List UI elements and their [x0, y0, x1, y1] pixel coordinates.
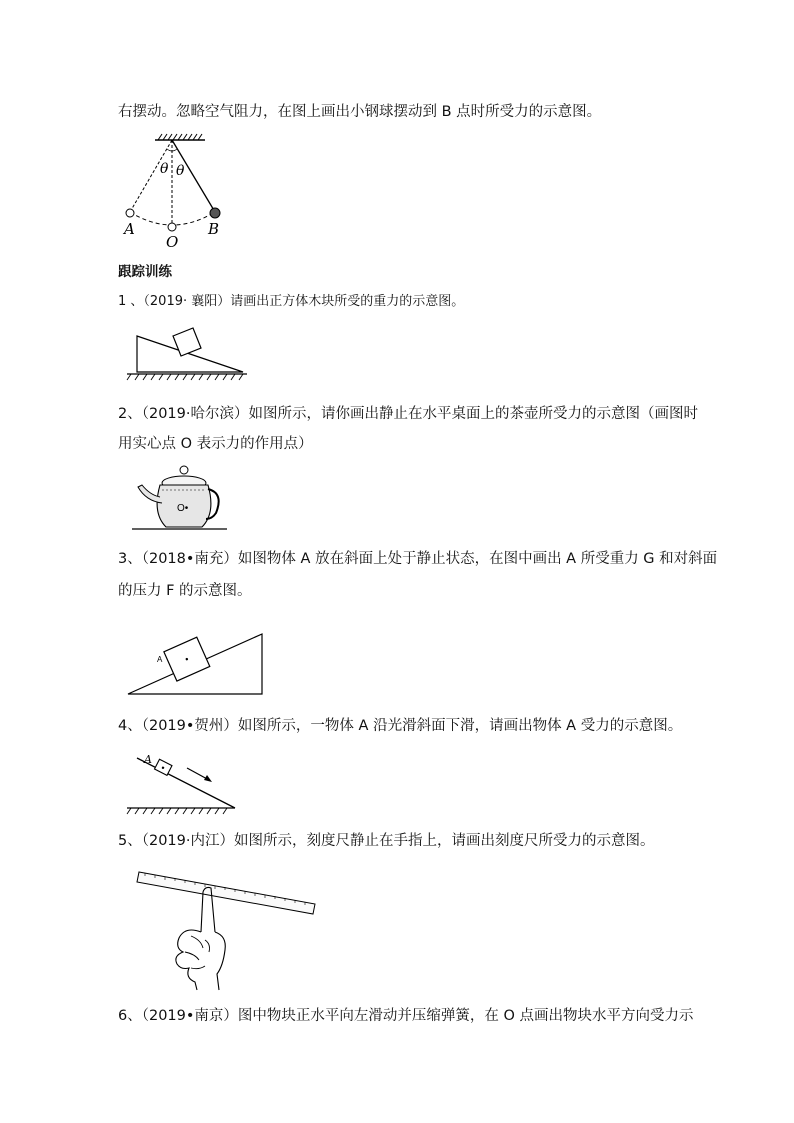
ruler-on-finger-figure — [135, 866, 320, 991]
question-5-text: 5、（2019·内江）如图所示，刻度尺静止在手指上，请画出刻度尺所受力的示意图。 — [118, 833, 655, 849]
object-a-label: A — [157, 655, 163, 664]
section-title: 跟踪训练 — [118, 264, 172, 280]
incline-object-a-figure — [126, 618, 266, 696]
question-3-text-line2: 的压力 F 的示意图。 — [118, 583, 252, 599]
point-b-label: B — [208, 220, 220, 238]
question-6-text: 6、（2019•南京）图中物块正水平向左滑动并压缩弹簧，在 O 点画出物块水平方向受力示 — [118, 1008, 694, 1024]
pendulum-figure — [120, 130, 230, 250]
point-o-label: O — [166, 233, 179, 251]
question-1-text: 1 、（2019· 襄阳）请画出正方体木块所受的重力的示意图。 — [118, 294, 465, 309]
teapot-figure — [132, 463, 227, 535]
question-3-text-line1: 3、（2018•南充）如图物体 A 放在斜面上处于静止状态，在图中画出 A 所受重力 G 和对斜面 — [118, 551, 718, 567]
question-2-text-line1: 2、（2019·哈尔滨）如图所示，请你画出静止在水平桌面上的茶壶所受力的示意图（画图时 — [118, 406, 698, 422]
question-2-text-line2: 用实心点 O 表示力的作用点） — [118, 436, 313, 452]
theta-left-label: θ — [160, 161, 169, 177]
teapot-o-label: O• — [177, 503, 189, 514]
theta-right-label: θ — [176, 163, 185, 179]
point-a-label: A — [124, 220, 135, 238]
block-a-label: A — [144, 753, 152, 766]
intro-text: 右摆动。忽略空气阻力，在图上画出小钢球摆动到 B 点时所受力的示意图。 — [118, 104, 602, 120]
incline-block-figure — [125, 322, 250, 384]
sliding-block-figure — [125, 748, 240, 816]
question-4-text: 4、（2019•贺州）如图所示，一物体 A 沿光滑斜面下滑，请画出物体 A 受力的示意图。 — [118, 718, 683, 734]
